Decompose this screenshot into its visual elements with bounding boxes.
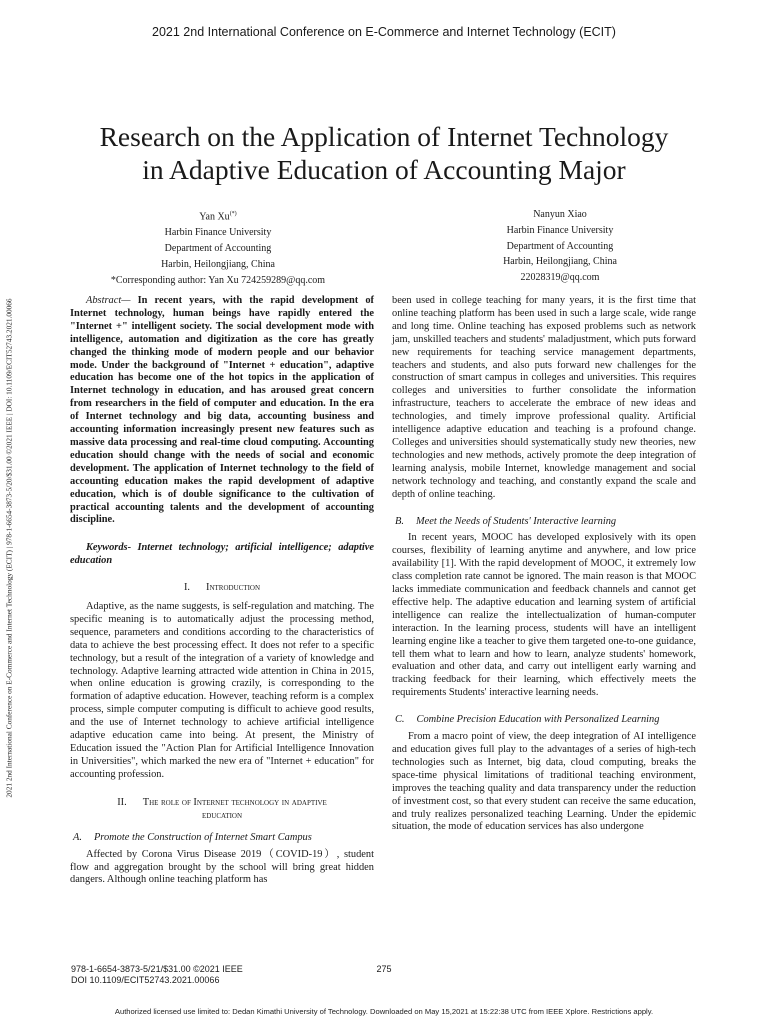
paper-title: [40, 120, 728, 186]
section-title: Introduction: [206, 582, 261, 594]
author-name: Yan Xu: [199, 211, 230, 223]
section-number: I.: [183, 582, 191, 594]
author-location: Harbin, Heilongjiang, China: [161, 258, 275, 270]
subsection-heading-b: [392, 516, 696, 529]
subsection-title: Combine Precision Education with Personalized Learning: [416, 714, 660, 726]
keywords: Keywords- Internet technology; artificial intelligence; adaptive education: [70, 542, 374, 567]
author-department: Department of Accounting: [506, 240, 614, 252]
author-block-1: [68, 207, 368, 288]
section-number: II.: [117, 796, 127, 808]
subsection-c-paragraph: From a macro point of view, the deep integration of AI intelligence and education gives full play to the advantages of a series of high-tech technologies such as Internet, big data, cloud computing, breaks the space-time physical limitations of traditional teaching environment, improves the teaching quality and data transparency under the reduction of investment cost, so that every student can receive the same education, and truly realizes personalized teaching Learning. Under the epidemic situation, the mode of education services has also undergone: [392, 731, 696, 833]
subsection-heading-c: [392, 714, 696, 727]
author-location: Harbin, Heilongjiang, China: [503, 256, 617, 268]
right-column: [392, 295, 696, 834]
abstract: [70, 295, 374, 527]
author-email: *Corresponding author: Yan Xu 724259289@qq.com: [110, 274, 326, 286]
subsection-letter: B.: [395, 515, 404, 527]
page-number: 275: [376, 964, 392, 974]
footer-doi: DOI 10.1109/ECIT52743.2021.00066: [71, 975, 220, 985]
subsection-b-paragraph: In recent years, MOOC has developed explosively with its open courses, flexibility of learning anytime and anywhere, and low price availability [1]. With the rapid development of MOOC, it extremely low class completion rate cannot be ignored. The main reason is that MOOC lacks immediate communication and feedback channels and cannot get effective help. The adaptive education and learning system of artificial intelligence can realize the intellectualization of human-computer interaction. In the learning process, students will have an intelligent learning engine like a teacher to give them targeted one-to-one guidance, tell them what to learn and how to learn, analyze students' homework, evaluation and other data, and carry out intelligent early warning and tracking feedback for their learning, which effectively meets the requirements Students' interactive learning needs.: [392, 532, 696, 699]
corresponding-mark: (*): [229, 211, 237, 217]
author-block-2: [410, 207, 710, 286]
introduction-paragraph: Adaptive, as the name suggests, is self-regulation and matching. The specific meaning is to automatically adjust the processing method, sequence, parameters and conditions according to the characteristics of data to achieve the best processing effect. It does not refer to a specific technology, but a result of the integration of a variety of knowledge and technology. Adaptive learning attracted wide attention in China in 2015, when online education is growing crazily, is corresponding to the formation of adaptive education. However, teaching reform is a complex process, simple computer computing is difficult to achieve good results, and the use of Internet technology to achieve artificial intelligence adaptive education came into being. At present, the Ministry of Education issued the "Action Plan for Artificial Intelligence Innovation in Universities", which marked the new era of "Internet + education" for accounting profession.: [70, 601, 374, 780]
side-margin-citation-text: 2021 2nd International Conference on E-Commerce and Internet Technology (ECIT) | 978-1-6654-3873-5/20/$31.00 ©2021 IEEE | DOI: 10.1109/ECIT52743.2021.00066: [4, 298, 14, 798]
author-affiliation: Harbin Finance University: [164, 227, 272, 239]
paper-title-line-1: Research on the Application of Internet Technology: [99, 121, 669, 152]
paper-title-line-2: in Adaptive Education of Accounting Major: [142, 154, 626, 185]
subsection-a-paragraph-start: Affected by Corona Virus Disease 2019（COVID-19）, student flow and aggregation brought by the school will bring great hidden dangers. Although online teaching platform has: [70, 848, 374, 886]
left-column: [70, 295, 374, 887]
conference-header: 2021 2nd International Conference on E-Commerce and Internet Technology (ECIT): [152, 25, 616, 39]
author-name: Nanyun Xiao: [533, 209, 587, 220]
section-title-line-2: education: [201, 809, 243, 821]
abstract-label: Abstract—: [86, 295, 131, 306]
section-heading-role: [70, 796, 374, 822]
abstract-text: In recent years, with the rapid development of Internet technology, human beings have rapidly entered the "Internet +" intelligent society. The social development mode with intelligence, automation and digitization as the core has greatly changed the thinking mode of modern people and our behavior mode. Under the background of "Internet + education", adaptive education has become one of the hot topics in the application of Internet technology in education, and has aroused great concern from researchers in the field of computer and education. In the era of Internet technology and big data, accounting business and accounting information increasingly present new features such as massive data processing and real-time cloud computing. Accounting education should change with the needs of social and economic development. The application of Internet technology to the field of accounting education makes the rapid development of adaptive education, which is of double significance to the cultivation of practical accounting talents and the development of accounting discipline.: [70, 295, 374, 526]
author-affiliation: Harbin Finance University: [506, 224, 614, 236]
footer-isbn: 978-1-6654-3873-5/21/$31.00 ©2021 IEEE: [71, 964, 243, 974]
subsection-a-paragraph-continued: been used in college teaching for many years, it is the first time that online teaching platform has been used in such a large scale, wide range and long time. Online teaching has exposed problems such as network jam, unskilled teachers and students' maladjustment, which puts forward new requirements for teaching service management departments, teachers and students, and also puts forward new challenges for the construction of smart campus in colleges and universities. This requires colleges and universities to further consolidate the information infrastructure, teachers to accelerate the embrace of new ideas and technologies, and timely improve professional quality. Artificial intelligence adaptive education and teaching is a profound change. Colleges and universities should systematically study new theories, new technologies and new methods, actively promote the deep integration of learning analysis, mobile Internet, knowledge management and social network technology and teaching, and constantly expand the scale and depth of online teaching.: [392, 295, 696, 500]
author-department: Department of Accounting: [164, 242, 272, 254]
subsection-title: Promote the Construction of Internet Smart Campus: [93, 831, 312, 843]
subsection-letter: C.: [395, 714, 405, 726]
subsection-title: Meet the Needs of Students' Interactive learning: [415, 515, 617, 527]
subsection-heading-a: [70, 832, 374, 845]
subsection-letter: A.: [73, 831, 82, 843]
section-title-line-1: The role of Internet technology in adaptive: [142, 796, 327, 808]
license-notice: Authorized licensed use limited to: Dedan Kimathi University of Technology. Downloaded on May 15,2021 at 15:22:38 UTC from IEEE Xplore. Restrictions apply.: [114, 1007, 654, 1016]
author-email: 22028319@qq.com: [520, 272, 600, 284]
section-heading-introduction: [70, 582, 374, 595]
